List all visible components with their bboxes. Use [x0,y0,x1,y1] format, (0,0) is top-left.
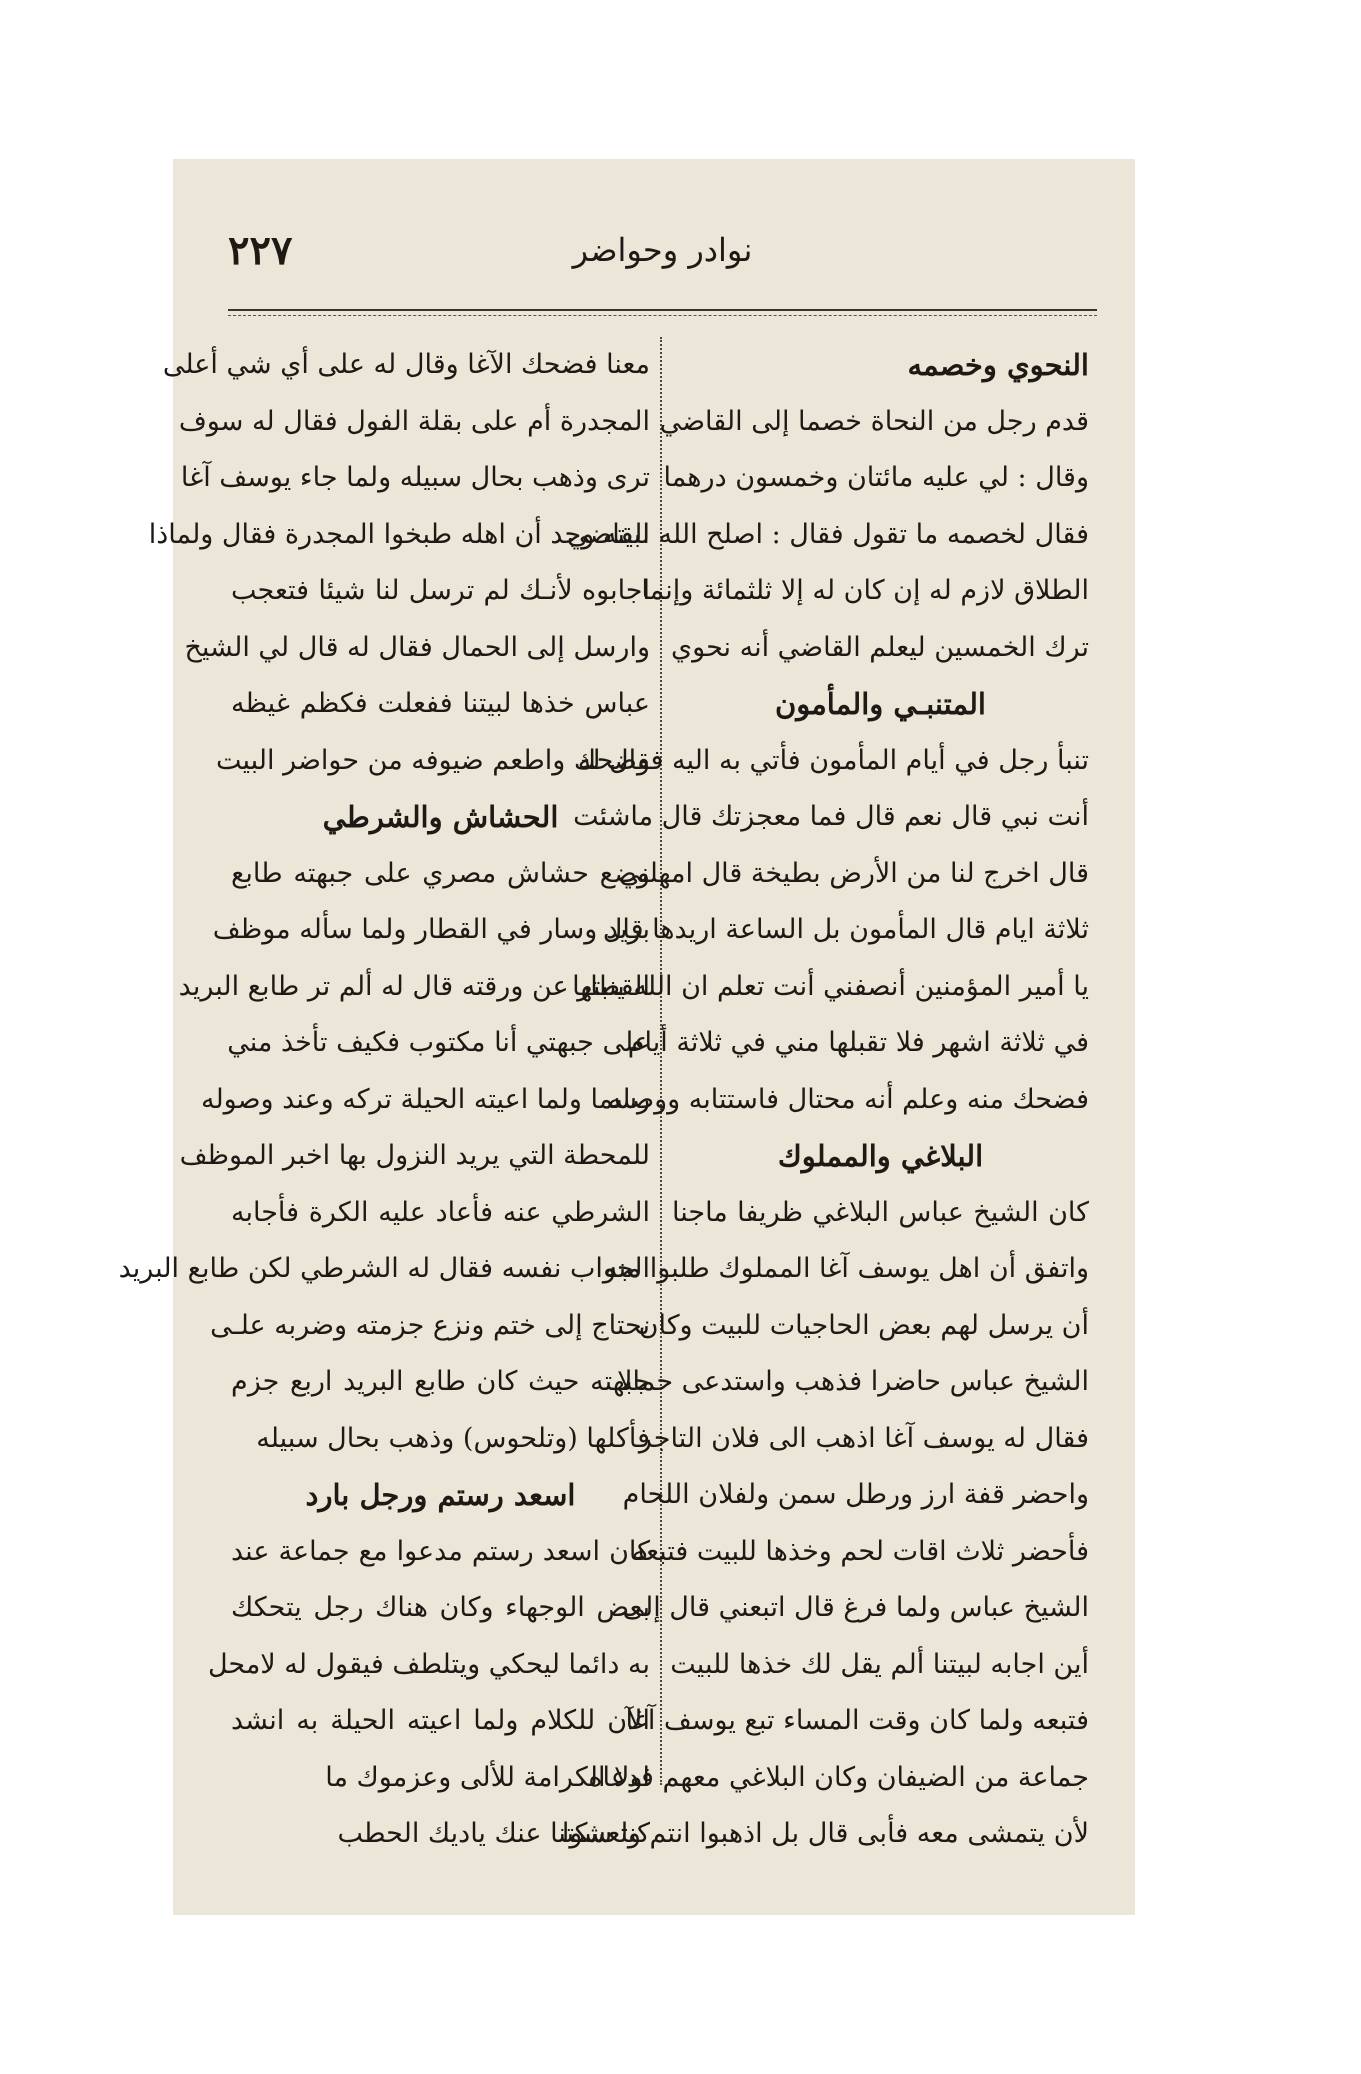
text-line: واحضر قفة ارز ورطل سمن ولفلان اللحام [622,1479,1089,1510]
text-line: جماعة من الضيفان وكان البلاغي معهم فدعاه [588,1761,1089,1793]
section-heading: المتنبـي والمأمون [775,687,986,721]
text-line: كان الشيخ عباس البلاغي ظريفا ماجنا [672,1196,1089,1228]
text-line: به دائما ليحكي ويتلطف فيقول له لامحل [207,1648,650,1680]
text-columns [118,337,1099,1849]
text-line: قدم رجل من النحاة خصما إلى القاضي [659,405,1089,437]
text-line: فتبعه ولما كان وقت المساء تبع يوسف آغا [625,1705,1089,1736]
section-heading: النحوي وخصمه [907,348,1089,382]
left-column [118,337,660,1849]
text-line: وضع حشاش مصري على جبهته طابع [231,857,650,889]
text-line: بريد وسار في القطار ولما سأله موظف [212,914,650,945]
header-rule [228,309,1097,311]
text-line: الآن للكلام ولما اعيته الحيلة به انشد [231,1705,650,1736]
section-heading: اسعد رستم ورجل بارد [305,1478,576,1512]
text-line: يا أمير المؤمنين أنصفني أنت تعلم ان الله ينبتها [572,970,1089,1002]
text-line: وارسل إلى الحمال فقال له قال لي الشيخ [184,631,650,663]
text-line: في ثلاثة اشهر فلا تقبلها مني في ثلاثة أيام [627,1027,1089,1058]
section-heading: الحشاش والشرطي [322,800,559,834]
text-line: جبهته حيث كان طابع البريد اربع جزم [231,1366,650,1397]
text-line: الشرطي عنه فأعاد عليه الكرة فأجابه [231,1196,650,1228]
text-line: واتفق أن اهل يوسف آغا المملوك طلبوا منه [604,1253,1089,1284]
text-line: تنبأ رجل في أيام المأمون فأتي به اليه فقال له [577,744,1089,776]
text-line: الشيخ عباس حاضرا فذهب واستدعى حمالا [617,1366,1089,1397]
page-header [228,227,1097,287]
text-line: كان اسعد رستم مدعوا مع جماعة عند [231,1535,650,1567]
text-line: وقال : لي عليه مائتان وخمسون درهما [663,462,1089,493]
text-line: للمحطة التي يريد النزول بها اخبر الموظف [179,1140,650,1171]
text-line: وضحك واطعم ضيوفه من حواضر البيت [215,744,650,776]
text-line: قال اخرج لنا من الأرض بطيخة قال امهلني [618,857,1089,889]
text-line: فضحك منه وعلم أنه محتال فاستتابه ووصله [607,1083,1089,1115]
text-line: اجابوه لأنـك لم ترسل لنا شيئا فتعجب [231,575,650,606]
text-line: المجدرة أم على بقلة الفول فقال له سوف [178,405,650,437]
text-line: كنا سكتنا عنك ياديك الحطب [337,1818,650,1849]
text-line: اولا الكرامة للألى وعزموك ما [325,1761,650,1793]
text-line: بعض الوجهاء وكان هناك رجل يتحكك [231,1592,650,1623]
text-line: فقال لخصمه ما تقول فقال : اصلح الله القاضي [566,518,1089,550]
text-line: أين اجابه لبيتنا ألم يقل لك خذها للبيت [670,1648,1089,1680]
text-line: القطار عن ورقته قال له ألم تر طابع البريد [178,970,650,1002]
text-line: أن يرسل لهم بعض الحاجيات للبيت وكان [638,1309,1089,1341]
text-line: فأحضر ثلاث اقات لحم وخذها للبيت فتبعه [631,1535,1089,1567]
text-line: الجواب نفسه فقال له الشرطي لكن طابع البريد [118,1253,650,1284]
text-line: رسما ولما اعيته الحيلة تركه وعند وصوله [200,1083,650,1115]
header-rule-dashed [228,315,1097,316]
text-line: لأن يتمشى معه فأبى قال بل اذهبوا انتم وتعشوا [561,1818,1089,1849]
text-line: ترى وذهب بحال سبيله ولما جاء يوسف آغا [180,462,650,493]
section-heading: البلاغي والمملوك [777,1139,984,1173]
running-title: نوادر وحواضر [572,231,753,269]
text-line: معنا فضحك الآغا وقال له على أي شي أعلى [162,349,650,380]
page-number: ٢٢٧ [228,227,293,274]
text-line: عباس خذها لبيتنا ففعلت فكظم غيظه [231,688,650,719]
text-line: أنت نبي قال نعم قال فما معجزتك قال ماشئت [573,801,1089,832]
text-line: الشيخ عباس ولما فرغ قال اتبعني قال إلى [622,1592,1089,1623]
text-line: فقال له يوسف آغا اذهب الى فلان التاجر [638,1422,1089,1454]
text-line: فأكلها (وتلحوس) وذهب بحال سبيله [256,1422,650,1454]
text-line: ثلاثة ايام قال المأمون بل الساعة اريدها قال [602,914,1089,945]
text-line: يحتاج إلى ختم ونزع جزمته وضربه علـى [210,1309,650,1341]
text-line: ترك الخمسين ليعلم القاضي أنه نحوي [671,631,1089,663]
text-line: على جبهتي أنا مكتوب فكيف تأخذ مني [227,1027,650,1058]
book-page [118,159,1135,1915]
right-column [561,337,1099,1849]
text-line: لبيته وجد أن اهله طبخوا المجدرة فقال ولماذا [148,518,650,550]
text-line: الطلاق لازم له إن كان له إلا ثلثمائة وإنما [641,575,1089,606]
